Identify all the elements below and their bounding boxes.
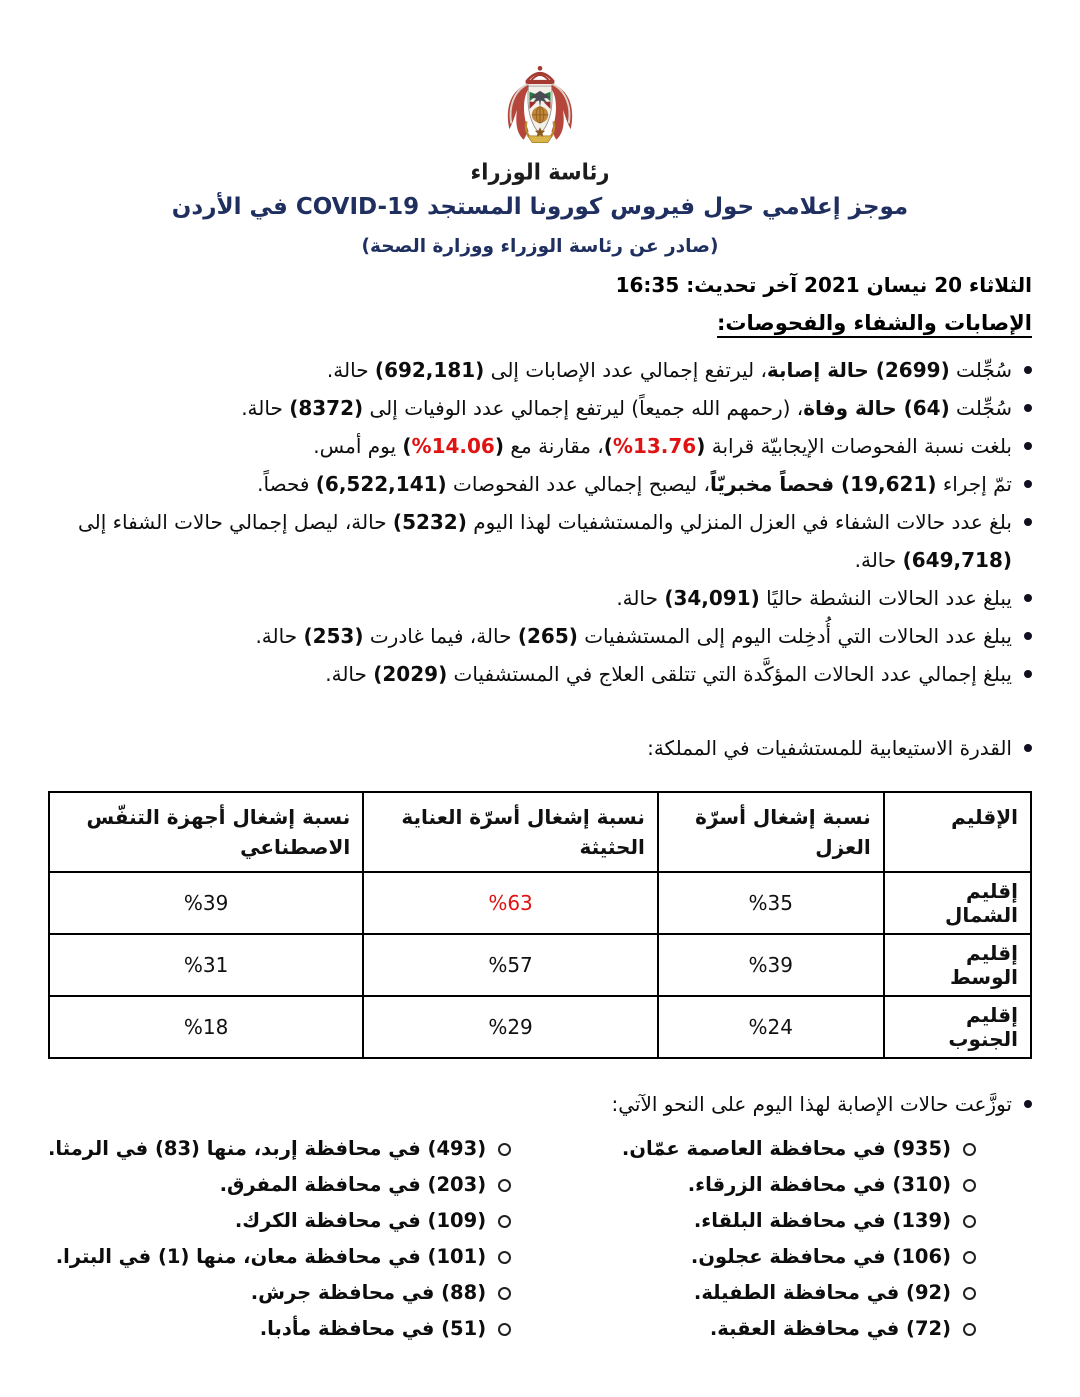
governorate-item-text: (310) في محافظة الزرقاء.: [687, 1173, 951, 1197]
bullet-dot-icon: [1024, 404, 1032, 412]
capacity-table-header-cell: نسبة إشغال أجهزة التنفّس الاصطناعي: [49, 792, 363, 872]
governorate-item-text: (109) في محافظة الكرك.: [234, 1209, 487, 1233]
governorate-item: [575, 1203, 976, 1239]
bullet-dot-icon: [1024, 442, 1032, 450]
text-segment: (649,718): [902, 548, 1012, 573]
text-segment: حالة، فيما غادرت: [363, 624, 518, 649]
document-header: [48, 64, 1032, 184]
text-segment: توزَّعت حالات الإصابة لهذا اليوم على النحو الآتي:: [611, 1092, 1012, 1117]
text-segment: (253): [303, 624, 364, 649]
text-segment: حالة.: [325, 662, 374, 687]
text-segment: حالة.: [854, 548, 903, 573]
bullet-dot-icon: [1024, 366, 1032, 374]
capacity-table-row: [49, 934, 1031, 996]
occupancy-value-cell: %39: [49, 872, 363, 934]
circle-bullet-icon: [963, 1215, 976, 1228]
governorate-item: [48, 1131, 511, 1167]
bullet-item: [48, 579, 1032, 617]
text-segment: ، ليصبح إجمالي عدد الفحوصات: [446, 472, 710, 497]
bullet-text: [241, 389, 1012, 427]
text-segment: حالة.: [255, 624, 304, 649]
bullet-text: [647, 729, 1012, 767]
governorate-item: [575, 1239, 976, 1275]
governorate-item-text: (88) في محافظة جرش.: [250, 1281, 487, 1305]
bullet-dot-icon: [1024, 744, 1032, 752]
circle-bullet-icon: [498, 1323, 511, 1336]
bullet-text: [313, 427, 1012, 465]
occupancy-value-cell: %57: [363, 934, 658, 996]
text-segment: سُجِّلت: [949, 396, 1012, 421]
governorate-item: [575, 1311, 976, 1347]
text-segment: (8372): [289, 396, 364, 421]
circle-bullet-icon: [963, 1143, 976, 1156]
occupancy-value-cell: %35: [658, 872, 884, 934]
text-segment: ، مقارنة مع: [504, 434, 604, 459]
governorate-list-right: [575, 1131, 976, 1347]
circle-bullet-icon: [498, 1179, 511, 1192]
text-segment: يبلغ عدد الحالات النشطة حاليًا: [759, 586, 1012, 611]
bullet-dot-icon: [1024, 670, 1032, 678]
text-segment: (2029): [373, 662, 448, 687]
text-segment: (64) حالة وفاة: [803, 396, 950, 421]
governorate-item: [48, 1203, 511, 1239]
text-segment: (692,181): [374, 358, 485, 383]
hospital-capacity-table: [48, 791, 1032, 1059]
governorate-item: [575, 1167, 976, 1203]
text-segment: يبلغ عدد الحالات التي أُدخِلت اليوم إلى المستشفيات: [577, 624, 1012, 649]
bullet-dot-icon: [1024, 594, 1032, 602]
distribution-columns: [48, 1125, 1032, 1347]
bullet-text: [616, 579, 1012, 617]
text-segment: ): [603, 434, 613, 459]
governorate-item-text: (101) في محافظة معان، منها (1) في البترا.: [55, 1245, 487, 1269]
infection-statistics-list: [48, 351, 1032, 693]
governorate-list-left: [48, 1131, 511, 1347]
bullet-item: [48, 1085, 1032, 1123]
bullet-dot-icon: [1024, 1100, 1032, 1108]
text-segment: (: [494, 434, 504, 459]
text-segment: حالة.: [616, 586, 665, 611]
text-segment: %14.06: [411, 434, 495, 459]
bullet-item: [48, 351, 1032, 389]
capacity-table-row: [49, 996, 1031, 1058]
bullet-text: [327, 351, 1012, 389]
region-name-cell: إقليم الجنوب: [884, 996, 1031, 1058]
bullet-item: [48, 465, 1032, 503]
text-segment: (2699) حالة إصابة: [766, 358, 950, 383]
governorate-item-text: (106) في محافظة عجلون.: [690, 1245, 951, 1269]
page-title: موجز إعلامي حول فيروس كورونا المستجد COVID-19 في الأردن: [171, 194, 909, 220]
bullet-dot-icon: [1024, 632, 1032, 640]
circle-bullet-icon: [963, 1323, 976, 1336]
capacity-table-header-row: [49, 792, 1031, 872]
text-segment: (5232): [392, 510, 467, 535]
occupancy-value-cell: %24: [658, 996, 884, 1058]
occupancy-value-cell: %18: [49, 996, 363, 1058]
region-name-cell: إقليم الشمال: [884, 872, 1031, 934]
text-segment: سُجِّلت: [949, 358, 1012, 383]
circle-bullet-icon: [963, 1287, 976, 1300]
circle-bullet-icon: [498, 1251, 511, 1264]
circle-bullet-icon: [963, 1179, 976, 1192]
circle-bullet-icon: [498, 1287, 511, 1300]
section-heading-infections: الإصابات والشفاء والفحوصات:: [717, 311, 1032, 336]
text-segment: ، ليرتفع إجمالي عدد الإصابات إلى: [484, 358, 767, 383]
text-segment: يوم أمس.: [313, 434, 403, 459]
governorate-item-text: (203) في محافظة المفرق.: [219, 1173, 487, 1197]
text-segment: (6,522,141): [315, 472, 447, 497]
circle-bullet-icon: [963, 1251, 976, 1264]
text-segment: فحصاً.: [257, 472, 316, 497]
governorate-item-text: (493) في محافظة إربد، منها (83) في الرمثا.: [48, 1137, 487, 1161]
circle-bullet-icon: [498, 1215, 511, 1228]
bullet-text: [611, 1085, 1012, 1123]
governorate-item-text: (51) في محافظة مأدبا.: [259, 1317, 487, 1341]
text-segment: بلغ عدد حالات الشفاء في العزل المنزلي والمستشفيات لهذا اليوم: [466, 510, 1012, 535]
date-line: الثلاثاء 20 نيسان 2021 آخر تحديث: 16:35: [615, 273, 1032, 298]
bullet-dot-icon: [1024, 480, 1032, 488]
text-segment: ، (رحمهم الله جميعاً) ليرتفع إجمالي عدد الوفيات إلى: [363, 396, 804, 421]
governorate-item: [48, 1239, 511, 1275]
governorate-item-text: (92) في محافظة الطفيلة.: [693, 1281, 951, 1305]
text-segment: تمّ إجراء: [936, 472, 1012, 497]
governorate-item: [48, 1167, 511, 1203]
bullet-item: [48, 427, 1032, 465]
text-segment: ): [402, 434, 412, 459]
capacity-table-header-cell: الإقليم: [884, 792, 1031, 872]
capacity-table-row: [49, 872, 1031, 934]
bullet-text: [325, 655, 1012, 693]
bullet-text: [48, 503, 1012, 579]
governorate-item-text: (72) في محافظة العقبة.: [709, 1317, 951, 1341]
governorate-item: [48, 1311, 511, 1347]
text-segment: حالة.: [241, 396, 290, 421]
occupancy-value-cell: %29: [363, 996, 658, 1058]
text-segment: %13.76: [612, 434, 697, 459]
governorate-item: [575, 1275, 976, 1311]
distribution-column-left: [48, 1125, 575, 1347]
text-segment: حالة، ليصل إجمالي حالات الشفاء إلى: [77, 510, 393, 535]
bullet-item: [48, 617, 1032, 655]
occupancy-value-cell: %31: [49, 934, 363, 996]
text-segment: (: [696, 434, 706, 459]
governorate-item: [575, 1131, 976, 1167]
distribution-intro-list: [48, 1085, 1032, 1123]
distribution-column-right: [575, 1125, 1032, 1347]
jordan-coat-of-arms-logo: [491, 64, 589, 156]
governorate-item-text: (139) في محافظة البلقاء.: [693, 1209, 951, 1233]
bullet-text: [255, 617, 1012, 655]
bullet-item: [48, 655, 1032, 693]
page-subtitle: (صادر عن رئاسة الوزراء ووزارة الصحة): [361, 236, 719, 258]
text-segment: بلغت نسبة الفحوصات الإيجابيّة قرابة: [705, 434, 1012, 459]
capacity-table-header-cell: نسبة إشغال أسرّة العناية الحثيثة: [363, 792, 658, 872]
occupancy-value-cell: %63: [363, 872, 658, 934]
region-name-cell: إقليم الوسط: [884, 934, 1031, 996]
capacity-intro-list: [48, 729, 1032, 767]
bullet-item: [48, 389, 1032, 427]
text-segment: حالة.: [326, 358, 375, 383]
bullet-item: [48, 503, 1032, 579]
text-segment: (265): [517, 624, 578, 649]
text-segment: يبلغ إجمالي عدد الحالات المؤكَّدة التي تتلقى العلاج في المستشفيات: [447, 662, 1012, 687]
text-segment: (34,091): [664, 586, 760, 611]
text-segment: (19,621) فحصاً مخبريّاً: [709, 472, 937, 497]
capacity-table-header-cell: نسبة إشغال أسرّة العزل: [658, 792, 884, 872]
bullet-text: [257, 465, 1012, 503]
text-segment: القدرة الاستيعابية للمستشفيات في المملكة:: [647, 736, 1012, 761]
occupancy-value-cell: %39: [658, 934, 884, 996]
bullet-item: [48, 729, 1032, 767]
bullet-dot-icon: [1024, 518, 1032, 526]
governorate-item-text: (935) في محافظة العاصمة عمّان.: [621, 1137, 951, 1161]
governorate-item: [48, 1275, 511, 1311]
crest-caption: رئاسة الوزراء: [470, 159, 610, 185]
circle-bullet-icon: [498, 1143, 511, 1156]
